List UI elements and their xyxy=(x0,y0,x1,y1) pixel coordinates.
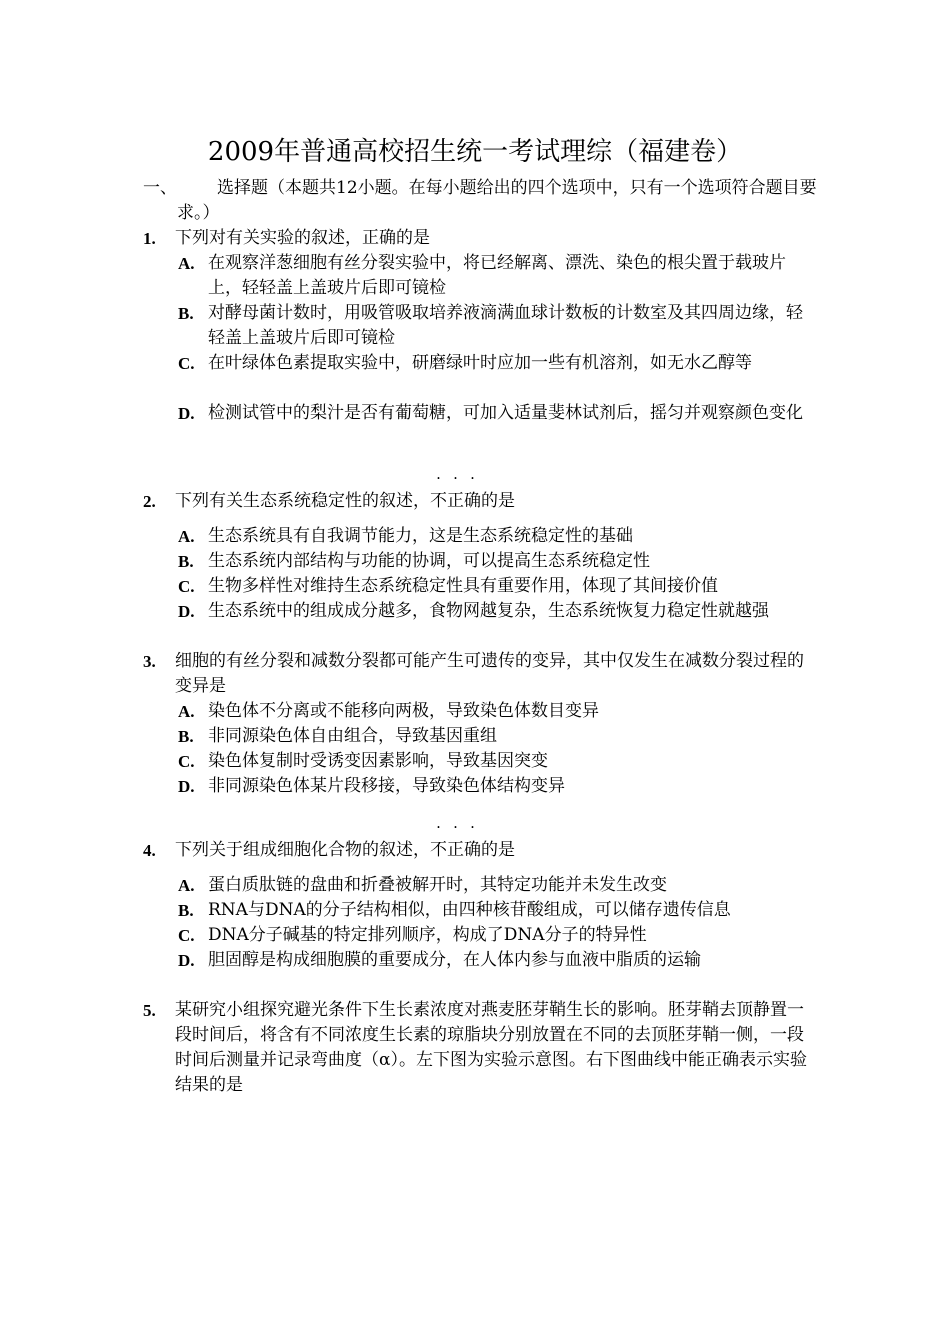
option-label: C. xyxy=(178,354,195,373)
option-label: A. xyxy=(178,702,195,721)
q2-option-c xyxy=(178,574,818,599)
q1-option-d xyxy=(178,401,818,426)
q4-option-a xyxy=(178,873,818,898)
question-text-end: 的是 xyxy=(481,491,515,511)
emphasis-dots: · · · xyxy=(436,469,475,487)
option-label: C. xyxy=(178,752,195,771)
option-text: DNA分子碱基的特定排列顺序，构成了DNA分子的特异性 xyxy=(208,925,647,945)
option-label: D. xyxy=(178,404,195,423)
question-text: 细胞的有丝分裂和减数分裂都可能产生可遗传的变异，其中仅发生在减数分裂过程的变异是 xyxy=(175,651,804,696)
option-text: 在叶绿体色素提取实验中，研磨绿叶时应加一些有机溶剂，如无水乙醇等 xyxy=(208,353,752,373)
option-label: D. xyxy=(178,777,195,796)
question-number: 1. xyxy=(143,229,156,248)
option-text: 染色体复制时受诱变因素影响，导致基因突变 xyxy=(208,751,548,771)
question-number: 5. xyxy=(143,1001,156,1020)
option-text: 非同源染色体某片段移接，导致染色体结构变异 xyxy=(208,776,565,796)
emphasis-dots: · · · xyxy=(436,818,475,836)
q2-option-b xyxy=(178,549,818,574)
q1-option-c xyxy=(178,351,818,376)
question-1 xyxy=(143,226,813,251)
question-text-end: 的是 xyxy=(481,840,515,860)
q3-option-c xyxy=(178,749,818,774)
question-5 xyxy=(143,998,813,1098)
q1-option-b xyxy=(178,301,818,351)
question-text: 某研究小组探究避光条件下生长素浓度对燕麦胚芽鞘生长的影响。胚芽鞘去顶静置一段时间后，将含有不同浓度生长素的琼脂块分别放置在不同的去顶胚芽鞘一侧，一段时间后测量并记录弯曲度（α）。左下图为实验示意图。右下图曲线中能正确表示实验结果的是 xyxy=(175,1000,807,1095)
option-label: B. xyxy=(178,304,194,323)
option-label: B. xyxy=(178,901,194,920)
q2-option-a xyxy=(178,524,818,549)
option-text: 生物多样性对维持生态系统稳定性具有重要作用，体现了其间接价值 xyxy=(208,576,718,596)
question-number: 4. xyxy=(143,841,156,860)
q3-option-a xyxy=(178,699,818,724)
option-label: A. xyxy=(178,876,195,895)
q2-option-d xyxy=(178,599,818,624)
option-text: 对酵母菌计数时，用吸管吸取培养液滴满血球计数板的计数室及其四周边缘，轻轻盖上盖玻片后即可镜检 xyxy=(208,303,803,348)
option-label: A. xyxy=(178,254,195,273)
emphasis-mark xyxy=(430,469,481,511)
emphasized-text: 不正确 xyxy=(430,491,481,511)
question-text: 下列有关生态系统稳定性的叙述， xyxy=(175,491,430,511)
option-text: 生态系统具有自我调节能力，这是生态系统稳定性的基础 xyxy=(208,526,633,546)
option-text: 蛋白质肽链的盘曲和折叠被解开时，其特定功能并未发生改变 xyxy=(208,875,667,895)
section-number: 一、 xyxy=(143,178,177,198)
option-label: D. xyxy=(178,602,195,621)
q3-option-d xyxy=(178,774,818,799)
q4-option-b xyxy=(178,898,818,923)
question-text: 下列关于组成细胞化合物的叙述， xyxy=(175,840,430,860)
q4-option-d xyxy=(178,948,818,973)
option-label: B. xyxy=(178,727,194,746)
option-text: 生态系统中的组成成分越多，食物网越复杂，生态系统恢复力稳定性就越强 xyxy=(208,601,769,621)
question-number: 2. xyxy=(143,492,156,511)
option-label: B. xyxy=(178,552,194,571)
option-text: 检测试管中的梨汁是否有葡萄糖，可加入适量斐林试剂后，摇匀并观察颜色变化 xyxy=(208,403,803,423)
option-label: D. xyxy=(178,951,195,970)
emphasized-text: 不正确 xyxy=(430,840,481,860)
page-title: 2009年普通高校招生统一考试理综（福建卷） xyxy=(207,137,743,167)
option-text: 胆固醇是构成细胞膜的重要成分，在人体内参与血液中脂质的运输 xyxy=(208,950,701,970)
question-4 xyxy=(143,818,813,863)
question-number: 3. xyxy=(143,652,156,671)
option-label: C. xyxy=(178,577,195,596)
emphasis-mark xyxy=(430,818,481,860)
section-heading xyxy=(143,176,823,226)
question-text: 下列对有关实验的叙述，正确的是 xyxy=(175,228,430,248)
question-2 xyxy=(143,469,813,514)
option-text: 非同源染色体自由组合，导致基因重组 xyxy=(208,726,497,746)
q1-option-a xyxy=(178,251,818,301)
option-text: RNA与DNA的分子结构相似，由四种核苷酸组成，可以储存遗传信息 xyxy=(208,900,731,920)
question-3 xyxy=(143,649,813,699)
section-text: 选择题（本题共12小题。在每小题给出的四个选项中，只有一个选项符合题目要求。） xyxy=(177,178,817,223)
option-label: A. xyxy=(178,527,195,546)
q4-option-c xyxy=(178,923,818,948)
option-text: 染色体不分离或不能移向两极，导致染色体数目变异 xyxy=(208,701,599,721)
option-label: C. xyxy=(178,926,195,945)
option-text: 在观察洋葱细胞有丝分裂实验中，将已经解离、漂洗、染色的根尖置于载玻片上，轻轻盖上盖玻片后即可镜检 xyxy=(208,253,786,298)
q3-option-b xyxy=(178,724,818,749)
option-text: 生态系统内部结构与功能的协调，可以提高生态系统稳定性 xyxy=(208,551,650,571)
